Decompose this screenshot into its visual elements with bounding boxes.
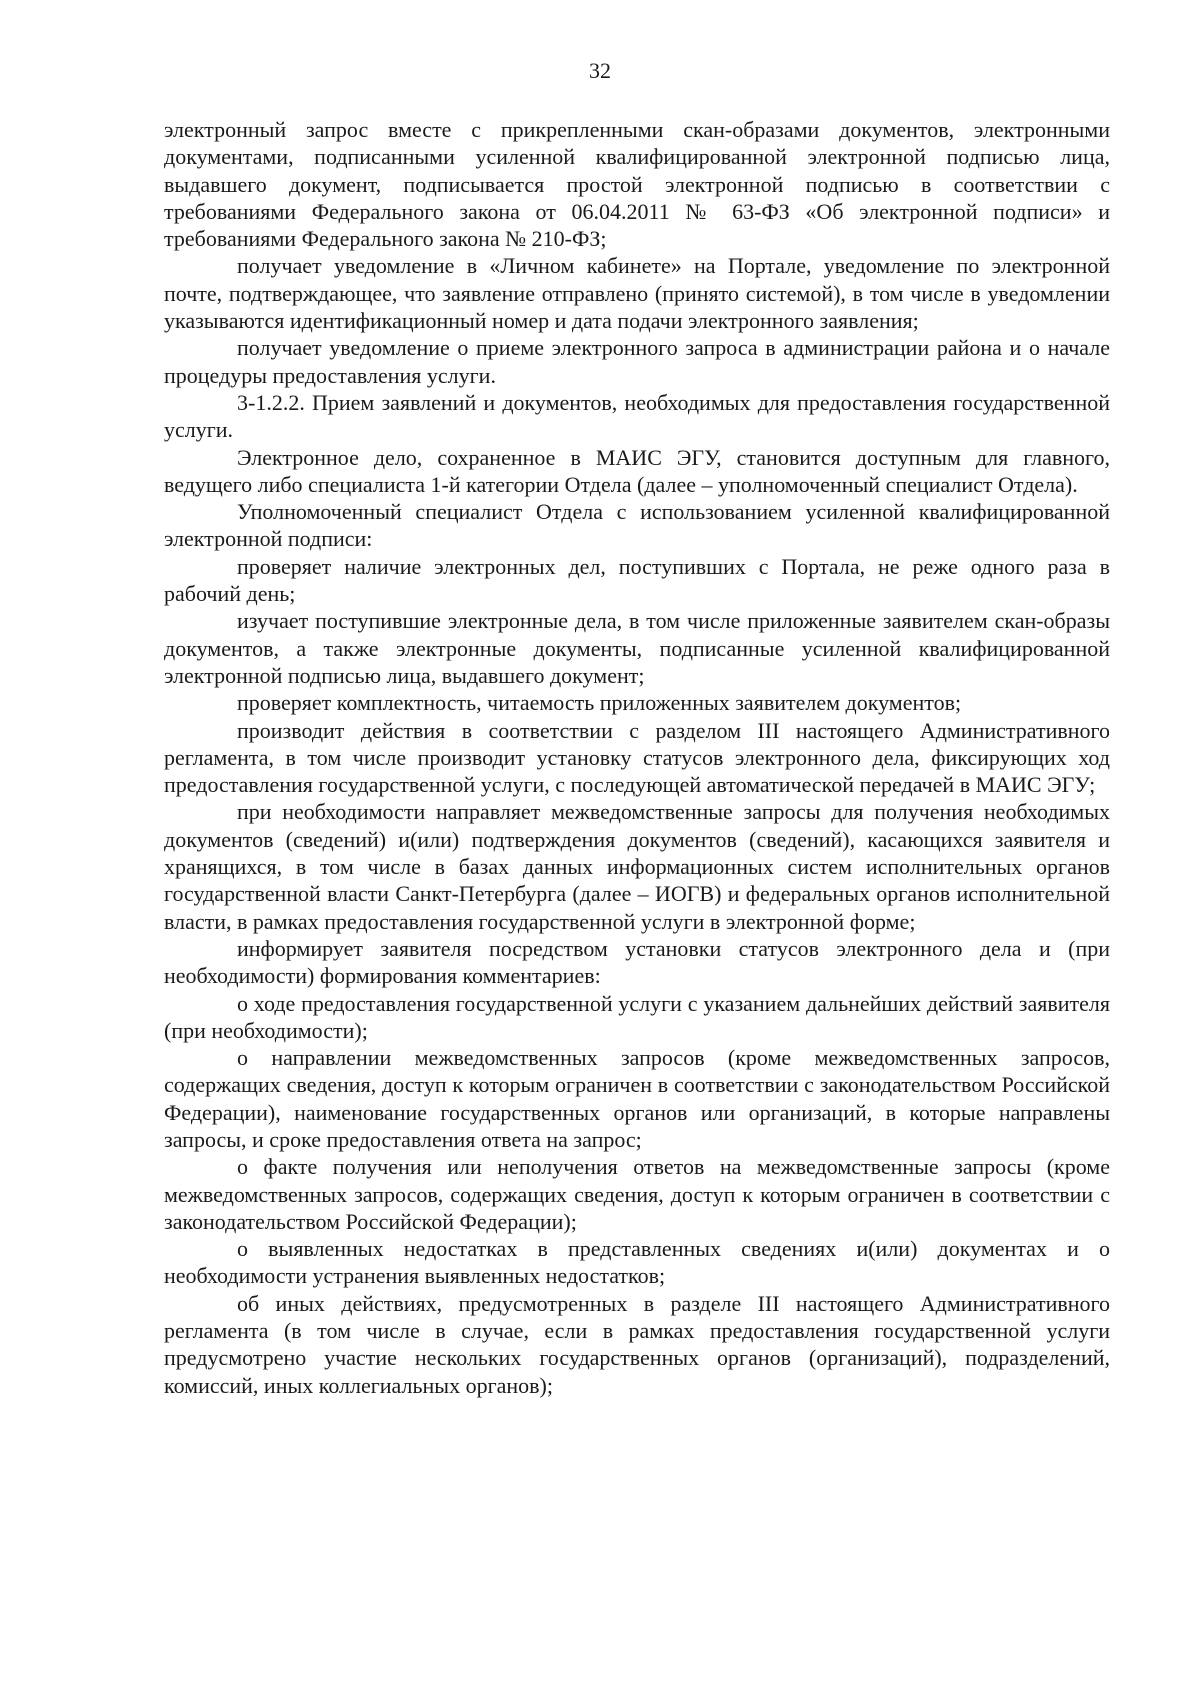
sub-list-item: об иных действиях, предусмотренных в разделе III настоящего Административного регламента (в том числе в случае, если в рамках предоставления государственной услуги предусмотрено участие нескольких государственных органов (организаций), подразделений, комиссий, иных коллегиальных органов); <box>164 1290 1110 1398</box>
paragraph: получает уведомление в «Личном кабинете» на Портале, уведомление по электронной почте, подтверждающее, что заявление отправлено (принято системой), в том числе в уведомлении указываются идентификационный номер и дата подачи электронного заявления; <box>164 253 1110 334</box>
list-item: при необходимости направляет межведомственные запросы для получения необходимых документов (сведений) и(или) подтверждения документов (сведений), касающихся заявителя и хранящихся, в том числе в базах данных информационных систем исполнительных органов государственной власти Санкт-Петербурга (далее – ИОГВ) и федеральных органов исполнительной власти, в рамках предоставления государственной услуги в электронной форме; <box>164 799 1110 934</box>
paragraph: Электронное дело, сохраненное в МАИС ЭГУ, становится доступным для главного, ведущего либо специалиста 1-й категории Отдела (далее – уполномоченный специалист Отдела). <box>164 444 1110 497</box>
sub-list-item: о факте получения или неполучения ответов на межведомственные запросы (кроме межведомственных запросов, содержащих сведения, доступ к которым ограничен в соответствии с законодательством Российской Федерации); <box>164 1154 1110 1234</box>
document-body <box>164 116 1110 1399</box>
sub-list-item: о выявленных недостатках в представленных сведениях и(или) документах и о необходимости устранения выявленных недостатков; <box>164 1236 1110 1289</box>
list-item: производит действия в соответствии с разделом III настоящего Административного регламента, в том числе производит установку статусов электронного дела, фиксирующих ход предоставления государственной услуги, с последующей автоматической передачей в МАИС ЭГУ; <box>164 717 1110 798</box>
paragraph: Уполномоченный специалист Отдела с использованием усиленной квалифицированной электронной подписи: <box>164 499 1110 552</box>
list-item: проверяет комплектность, читаемость приложенных заявителем документов; <box>237 690 962 716</box>
paragraph-continuation: электронный запрос вместе с прикрепленными скан-образами документов, электронными документами, подписанными усиленной квалифицированной электронной подписью лица, выдавшего документ, подписывается простой электронной подписью в соответствии с требованиями Федерального закона от 06.04.2011 № 63-ФЗ «Об электронной подписи» и требованиями Федерального закона № 210-ФЗ; <box>164 117 1110 252</box>
sub-list-item: о ходе предоставления государственной услуги с указанием дальнейших действий заявителя (при необходимости); <box>164 990 1110 1043</box>
list-item: изучает поступившие электронные дела, в том числе приложенные заявителем скан-образы документов, а также электронные документы, подписанные усиленной квалифицированной электронной подписью лица, выдавшего документ; <box>164 608 1110 688</box>
sub-list-item: о направлении межведомственных запросов (кроме межведомственных запросов, содержащих сведения, доступ к которым ограничен в соответствии с законодательством Российской Федерации), наименование государственных органов или организаций, в которые направлены запросы, и сроке предоставления ответа на запрос; <box>164 1045 1110 1152</box>
list-item: информирует заявителя посредством установки статусов электронного дела и (при необходимости) формирования комментариев: <box>164 935 1110 989</box>
page-number: 32 <box>589 58 611 83</box>
section-heading: 3-1.2.2. Прием заявлений и документов, необходимых для предоставления государственной услуги. <box>164 389 1110 443</box>
list-item: проверяет наличие электронных дел, поступивших с Портала, не реже одного раза в рабочий день; <box>164 553 1110 607</box>
paragraph: получает уведомление о приеме электронного запроса в администрации района и о начале процедуры предоставления услуги. <box>164 335 1110 388</box>
